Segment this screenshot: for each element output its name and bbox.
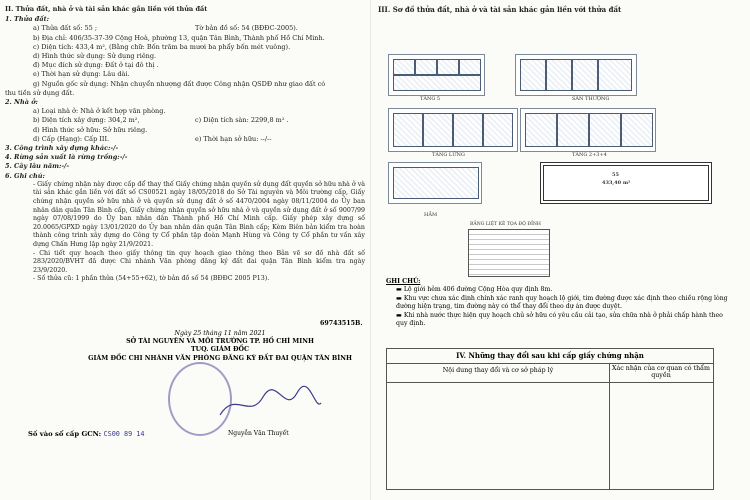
- signer-name: Nguyễn Văn Thuyết: [228, 430, 289, 437]
- label-floor-2-3-4: TẦNG 2+3+4: [572, 152, 607, 158]
- note-2: - Chi tiết quy hoạch theo giấy thông tin quy hoạch giao thông theo Bản vẽ sơ đồ nhà đất số 283/2020/BVHT đã được Chi nhánh Văn phòng đăng ký đất đai quận Tân Bình kiểm tra ngày 23/9/2020.: [33, 249, 365, 274]
- term: e) Thời hạn sử dụng: Lâu dài.: [33, 70, 130, 79]
- serial-code: 69743515B.: [320, 320, 363, 327]
- changes-col1-header: Nội dung thay đổi và cơ sở pháp lý: [442, 367, 554, 374]
- section-iii-title: III. Sơ đồ thửa đất, nhà ở và tài sản khác gắn liền với thửa đất: [378, 5, 622, 14]
- ownership-form: d) Hình thức sở hữu: Sở hữu riêng.: [33, 125, 148, 134]
- label-roof: SÂN THƯỢNG: [572, 96, 610, 102]
- parcel-number-row: [5, 24, 365, 33]
- origin-line-2: thu tiền sử dụng đất.: [5, 88, 75, 97]
- house-type: a) Loại nhà ở: Nhà ở kết hợp văn phòng.: [33, 107, 166, 116]
- changes-col2-header: Xác nhận của cơ quan có thẩm quyền: [612, 365, 710, 379]
- legend-title: GHI CHÚ:: [386, 278, 421, 285]
- parcel-number: a) Thửa đất số: 55 ;: [33, 24, 98, 33]
- use-form: d) Hình thức sử dụng: Sử dụng riêng.: [33, 52, 157, 61]
- book-number-value: CS00 89 14: [103, 430, 145, 438]
- signature-block: [70, 330, 370, 363]
- origin-line-1: g) Nguồn gốc sử dụng: Nhận chuyển nhượng đất được Công nhận QSDĐ như giao đất có: [33, 79, 326, 88]
- lot-area: 433,40 m²: [602, 180, 631, 186]
- section-ii-title: II. Thửa đất, nhà ở và tài sản khác gắn liền với thửa đất: [5, 5, 208, 13]
- issuer-line-1: SỞ TÀI NGUYÊN VÀ MÔI TRƯỜNG TP. HỒ CHÍ MINH: [126, 338, 314, 346]
- grade: d) Cấp (Hạng): Cấp III.: [33, 134, 110, 143]
- issuer-line-2: TUQ. GIÁM ĐỐC: [190, 346, 250, 354]
- floor-area: c) Diện tích sàn: 2299,8 m² .: [195, 116, 289, 125]
- house-heading: 2. Nhà ở:: [5, 98, 38, 107]
- handwritten-signature: [215, 385, 325, 425]
- issuer-line-3: GIÁM ĐỐC CHI NHÁNH VĂN PHÒNG ĐĂNG KÝ ĐẤT ĐAI QUẬN TÂN BÌNH: [88, 354, 352, 362]
- forest: 4. Rừng sản xuất là rừng trồng:-/-: [5, 153, 128, 162]
- book-number-label: Số vào sổ cấp GCN:: [28, 430, 102, 438]
- parcel-heading: 1. Thửa đất:: [5, 15, 49, 24]
- other-works: 3. Công trình xây dựng khác:-/-: [5, 144, 119, 153]
- label-mezzanine: TẦNG LỬNG: [432, 152, 465, 158]
- lot-number: 55: [612, 172, 619, 178]
- label-floor-5: TẦNG 5: [420, 96, 441, 102]
- floor-plan-mezzanine: [388, 108, 518, 152]
- book-number-row: [28, 430, 144, 438]
- area: c) Diện tích: 433,4 m², (Bằng chữ: Bốn trăm ba mươi ba phẩy bốn mét vuông).: [33, 42, 291, 51]
- build-area: b) Diện tích xây dựng: 304,2 m²,: [33, 116, 140, 125]
- floor-plan-roof: [515, 54, 637, 96]
- changes-title: IV. Những thay đổi sau khi cấp giấy chứng nhận: [387, 349, 713, 364]
- changes-box: [386, 348, 714, 490]
- house-area-row: [5, 116, 365, 125]
- plan-legend: [386, 278, 736, 328]
- label-basement: HẦM: [424, 212, 438, 218]
- map-sheet: Tờ bản đồ số: 54 (BĐĐC-2005).: [195, 24, 298, 33]
- purpose: đ) Mục đích sử dụng: Đất ở tại đô thị .: [33, 61, 159, 70]
- notes-heading: 6. Ghi chú:: [5, 171, 45, 180]
- page-divider: [370, 0, 371, 500]
- issue-date: Ngày 25 tháng 11 năm 2021: [174, 330, 266, 337]
- legend-item-1: ▬ Lộ giới hẻm 406 đường Cộng Hòa quy định 8m.: [396, 286, 553, 294]
- address: b) Địa chỉ: 406/35-37-39 Cộng Hoà, phường 13, quận Tân Bình, Thành phố Hồ Chí Minh.: [33, 33, 325, 42]
- changes-header: [387, 364, 713, 383]
- legend-item-3: ▬ Khi nhà nước thực hiện quy hoạch chủ sở hữu có yêu cầu cải tạo, sửa chữa nhà ở phải chấp hành theo quy định.: [396, 311, 723, 328]
- own-term: e) Thời hạn sở hữu: --/--: [195, 134, 272, 143]
- floor-plan-basement: [388, 162, 482, 204]
- note-1: - Giấy chứng nhận này được cấp để thay thế Giấy chứng nhận quyền sử dụng đất quyền sở hữu nhà ở và tài sản khác gắn liền với đất số CS00521 ngày 18/05/2018 do Sở Tài nguyên và Môi trường cấp, Giấy chứng nhận quyền sở hữu nhà ở và quyền sử dụng đất ở số 4470/2004 ngày 08/11/2004 do Ủy ban nhân dân quận Tân Bình cấp, Giấy chứng nhận quyền sở hữu nhà ở và quyền sử dụng đất ở số 9007/99 ngày 07/08/1999 do Ủy ban nhân dân Thành phố Hồ Chí Minh cấp. Giấy phép xây dựng số 20.0065/GPXD ngày 13/01/2020 do Ủy ban nhân dân quận Tân Bình cấp; Kèm Biên bản kiểm tra hoàn thành công trình xây dựng do Công ty Cổ phần tập đoàn Mạnh Hùng và Công ty Cổ phần tư vấn xây dựng Chấn Hưng lập ngày 21/9/2021.: [33, 180, 366, 249]
- floor-plan-2-3-4: [520, 108, 656, 152]
- floor-plan-5: [388, 54, 485, 96]
- note-3: - Số thửa cũ: 1 phần thửa (54+55+62), tờ bản đồ số 54 (BĐĐC 2005 P13).: [33, 275, 270, 283]
- legend-item-2: ▬ Khu vực chưa xác định chính xác ranh quy hoạch lộ giới, tim đường được xác định theo chiều rộng lòng đường hiện trạng, tim đường này có thể thay đổi theo dự án được duyệt.: [396, 294, 728, 311]
- perennial-trees: 5. Cây lâu năm:-/-: [5, 162, 70, 171]
- grade-row: [5, 135, 365, 144]
- coord-table-title: BẢNG LIỆT KÊ TỌA ĐỘ ĐỈNH: [470, 222, 541, 227]
- coordinate-table: [468, 229, 550, 277]
